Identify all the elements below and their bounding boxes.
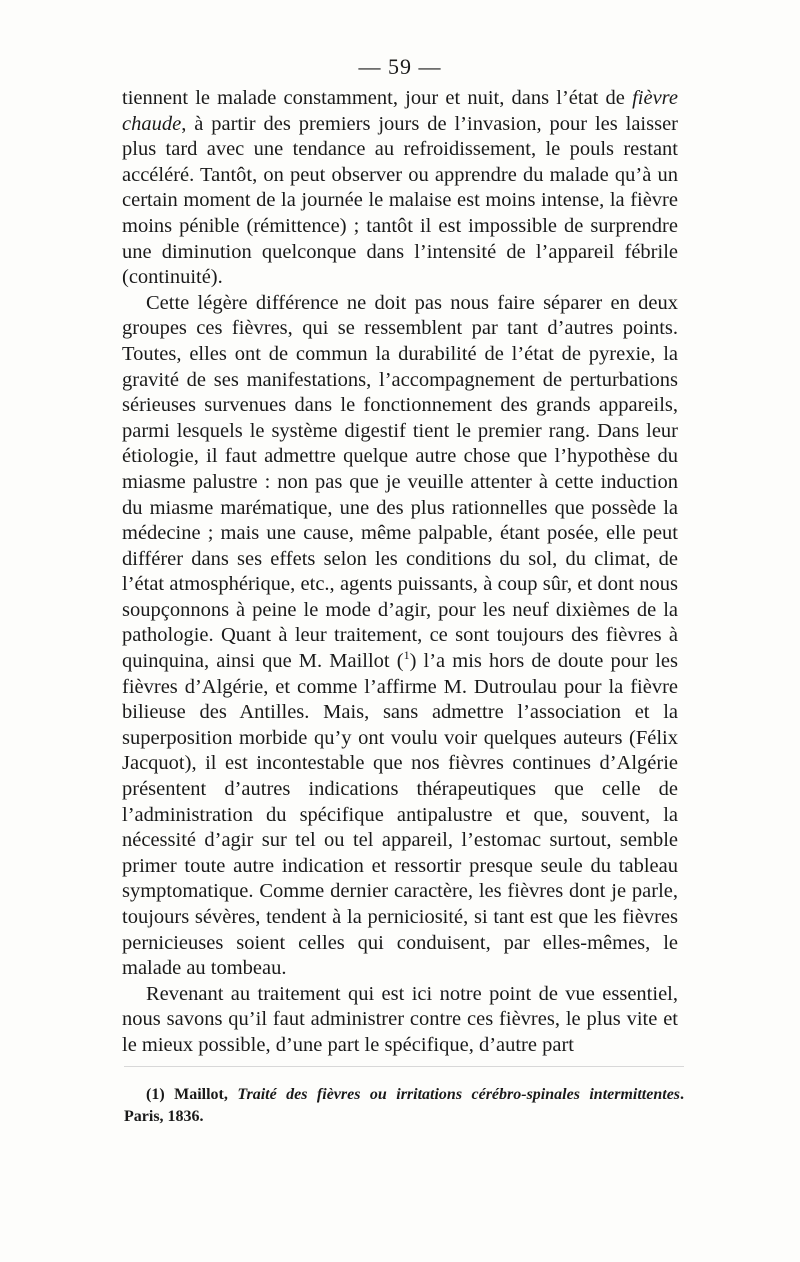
paragraph-1-text-rest: , à partir des premiers jours de l’invasion, pour les laisser plus tard avec une tendance au refroidissement, le pouls restant accéléré. Tantôt, on peut observer ou apprendre du malade qu’à un certain moment de la journée le malaise est moins intense, la fièvre moins pénible (rémittence) ; tantôt il est impossible de surprendre une diminution quelconque dans l’intensité de l’appareil fébrile (continuité). xyxy=(122,112,678,289)
footnote-marker: (1) xyxy=(146,1086,165,1103)
page-number: — 59 — xyxy=(358,54,442,79)
paragraph-2-text-a: Cette légère différence ne doit pas nous faire séparer en deux groupes ces fièvres, qui se ressemblent par tant d’autres points. Toutes, elles ont de commun la durabilité de l’état de pyrexie, la gravité de ses manifestations, l’accompagnement de perturbations sérieuses survenues dans le fonctionnement des grands appareils, parmi lesquels le système digestif tient le premier rang. Dans leur étiologie, il faut admettre quelque autre chose que l’hypothèse du miasme palustre : non pas que je veuille attenter à cette induction du miasme marématique, une des plus rationnelles que possède la médecine ; mais une cause, même palpable, étant posée, elle peut différer dans ses effets selon les conditions du sol, du climat, de l’état atmosphérique, etc., agents puissants, à coup sûr, et dont nous soupçonnons à peine le mode d’agir, pour les neuf dixièmes de la pathologie. Quant à leur traitement, ce sont toujours des fièvres à quinquina, ainsi que M. Maillot ( xyxy=(122,291,678,673)
paragraph-1-text: tiennent le malade constamment, jour et nuit, dans l’état de xyxy=(122,87,633,109)
footnote xyxy=(124,1084,684,1128)
paragraph-1-emphasis: fièvre chaude xyxy=(122,87,678,135)
paragraph-3 xyxy=(122,982,678,1059)
footnote-author: Maillot, xyxy=(174,1086,238,1103)
footnote-title: Traité des fièvres ou irritations cérébro-spinales intermittentes xyxy=(237,1086,681,1103)
footnote-tail: . Paris, 1836. xyxy=(124,1086,685,1125)
paragraph-2 xyxy=(122,291,678,982)
paragraph-2-text-b: ) l’a mis hors de doute pour les fièvres d’Algérie, et comme l’affirme M. Dutroulau pour la fièvre bilieuse des Antilles. Mais, sans admettre l’association et la superposition morbide qu’y ont voulu voir quelques auteurs (Félix Jacquot), il est incontestable que nos fièvres continues d’Algérie présentent d’autres indications thérapeutiques que celle de l’administration du spécifique antipalustre et que, souvent, la nécessité d’agir sur tel ou tel appareil, l’estomac surtout, semble primer toute autre indication et ressortir presque seule du tableau symptomatique. Comme dernier caractère, les fièvres dont je parle, toujours sévères, tendent à la perniciosité, si tant est que les fièvres pernicieuses soient celles qui conduisent, par elles-mêmes, le malade au tombeau. xyxy=(122,650,678,980)
footnote-reference: 1 xyxy=(403,648,410,663)
footnote-divider xyxy=(124,1066,684,1067)
body-text xyxy=(122,86,678,1059)
paragraph-3-text: Revenant au traitement qui est ici notre point de vue essentiel, nous savons qu’il faut administrer contre ces fièvres, le plus vite et le mieux possible, d’une part le spécifique, d’autre part xyxy=(122,982,678,1056)
paragraph-1 xyxy=(122,86,678,291)
